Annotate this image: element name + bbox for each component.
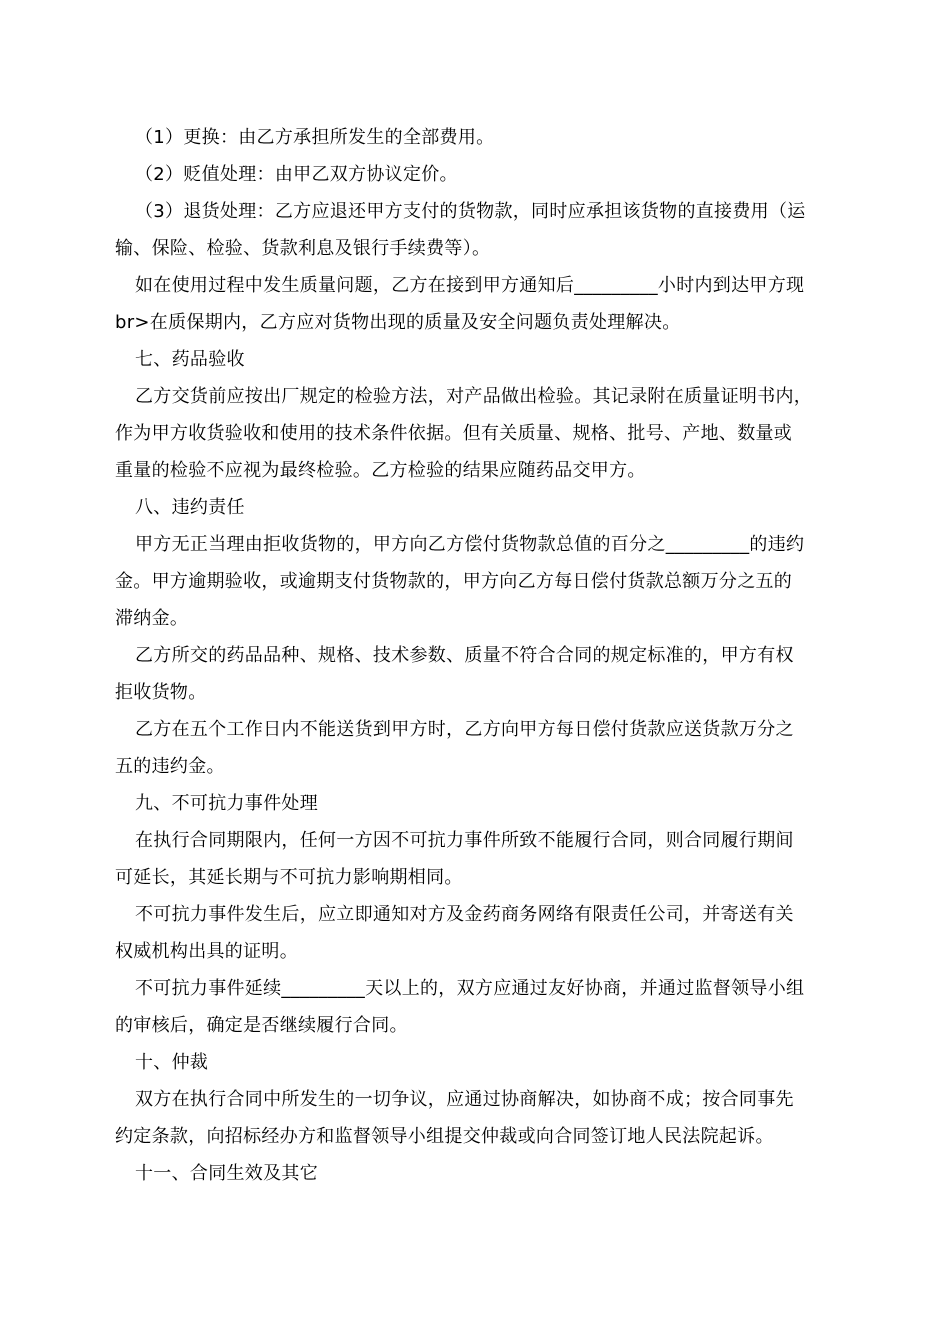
text-line: （2）贬值处理：由甲乙双方协议定价。	[135, 164, 458, 185]
text-line: 重量的检验不应视为最终检验。乙方检验的结果应随药品交甲方。	[115, 460, 646, 481]
document-body	[115, 119, 837, 1192]
text-line: 十、仲裁	[135, 1052, 209, 1073]
text-line: 在执行合同期限内，任何一方因不可抗力事件所致不能履行合同，则合同履行期间	[135, 830, 794, 851]
text-line: 约定条款，向招标经办方和监督领导小组提交仲裁或向合同签订地人民法院起诉。	[115, 1126, 774, 1147]
text-line: 权威机构出具的证明。	[115, 941, 298, 962]
text-line: 乙方交货前应按出厂规定的检验方法，对产品做出检验。其记录附在质量证明书内，	[135, 386, 813, 407]
text-line: 如在使用过程中发生质量问题，乙方在接到甲方通知后_________小时内到达甲方现	[135, 275, 805, 296]
text-line: （1）更换：由乙方承担所发生的全部费用。	[135, 127, 495, 148]
text-line: 不可抗力事件发生后，应立即通知对方及金药商务网络有限责任公司，并寄送有关	[135, 904, 794, 925]
text-line: 输、保险、检验、货款利息及银行手续费等）。	[115, 238, 491, 259]
text-line: （3）退货处理：乙方应退还甲方支付的货物款，同时应承担该货物的直接费用（运	[135, 201, 806, 222]
text-line: 五的违约金。	[115, 756, 225, 777]
text-line: 滞纳金。	[115, 608, 189, 629]
text-line: 作为甲方收货验收和使用的技术条件依据。但有关质量、规格、批号、产地、数量或	[115, 423, 793, 444]
text-line: 十一、合同生效及其它	[135, 1163, 318, 1184]
text-line: 八、违约责任	[135, 497, 245, 518]
text-line: 九、不可抗力事件处理	[135, 793, 318, 814]
text-line: 不可抗力事件延续_________天以上的，双方应通过友好协商，并通过监督领导小组	[135, 978, 805, 999]
text-line: 拒收货物。	[115, 682, 207, 703]
text-line: 的审核后，确定是否继续履行合同。	[115, 1015, 408, 1036]
text-line: 金。甲方逾期验收，或逾期支付货物款的，甲方向乙方每日偿付货款总额万分之五的	[115, 571, 793, 592]
text-line: 可延长，其延长期与不可抗力影响期相同。	[115, 867, 463, 888]
text-line: 七、药品验收	[135, 349, 245, 370]
text-line: 甲方无正当理由拒收货物的，甲方向乙方偿付货物款总值的百分之_________的违约	[135, 534, 805, 555]
text-line: 双方在执行合同中所发生的一切争议，应通过协商解决，如协商不成；按合同事先	[135, 1089, 794, 1110]
text-line: 乙方在五个工作日内不能送货到甲方时，乙方向甲方每日偿付货款应送货款万分之	[135, 719, 794, 740]
text-line: br>在质保期内，乙方应对货物出现的质量及安全问题负责处理解决。	[115, 312, 681, 333]
text-line: 乙方所交的药品品种、规格、技术参数、质量不符合合同的规定标准的，甲方有权	[135, 645, 794, 666]
